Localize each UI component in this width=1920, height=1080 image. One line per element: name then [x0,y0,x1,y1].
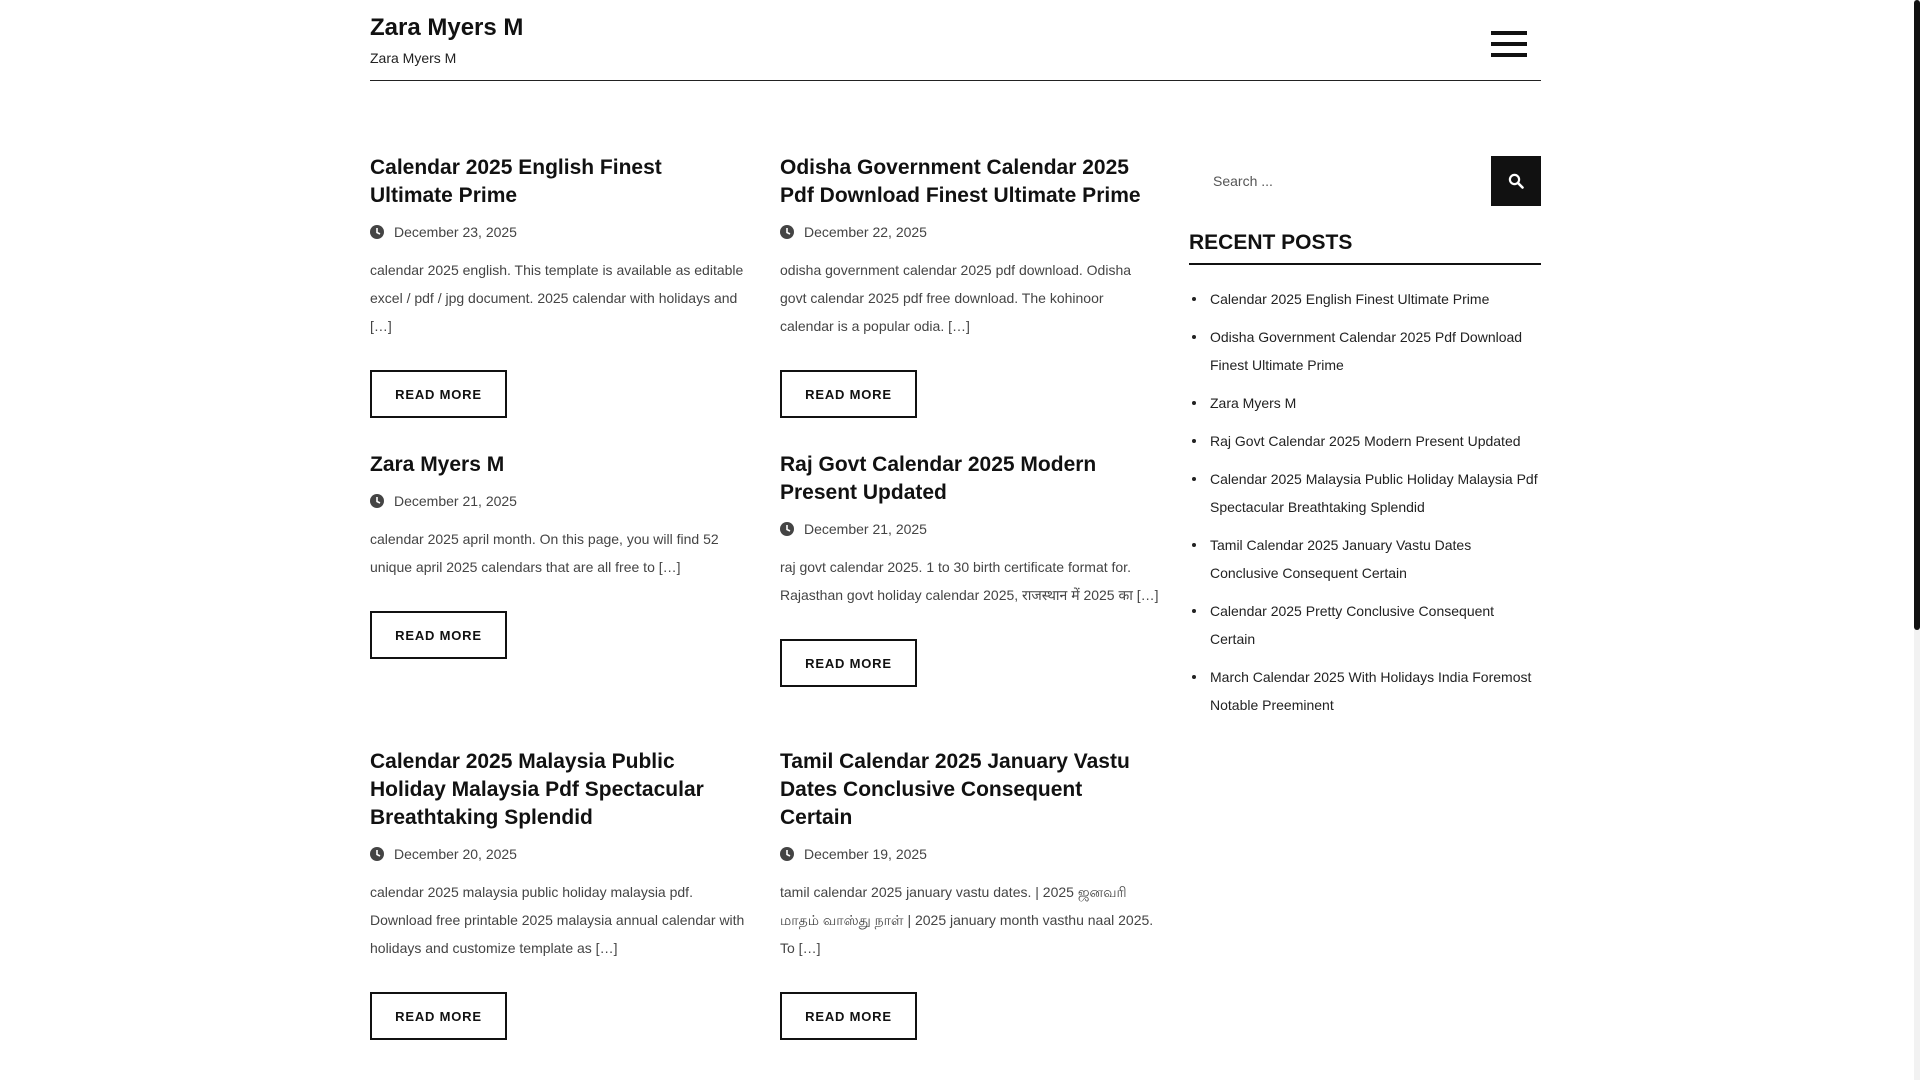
recent-post-item [1189,389,1541,417]
post-excerpt: calendar 2025 malaysia public holiday malaysia pdf. Download free printable 2025 malaysia annual calendar with holidays and customize template as […] [370,884,745,956]
read-more-button[interactable]: READ MORE [370,992,507,1040]
recent-post-item [1189,531,1541,587]
post-card [370,748,750,1040]
post-card [370,154,750,418]
recent-posts-list [1189,285,1541,729]
post-excerpt: raj govt calendar 2025. 1 to 30 birth certificate format for. Rajasthan govt holiday calendar 2025, राजस्थान में 2025 का […] [780,559,1159,603]
post-title[interactable]: Zara Myers M [370,453,505,476]
post-meta [370,491,750,511]
recent-post-item [1189,597,1541,653]
recent-post-link[interactable]: Calendar 2025 Malaysia Public Holiday Malaysia Pdf Spectacular Breathtaking Splendid [1210,471,1538,515]
header-divider [370,80,1541,81]
clock-icon [370,225,384,239]
site-description: Zara Myers M [370,50,457,66]
read-more-button[interactable]: READ MORE [370,370,507,418]
search-icon [1508,173,1524,189]
recent-post-link[interactable]: Raj Govt Calendar 2025 Modern Present Updated [1210,433,1521,449]
post-date[interactable]: December 21, 2025 [394,493,517,509]
read-more-button[interactable]: READ MORE [780,370,917,418]
menu-bar [1491,31,1527,35]
post-card [780,154,1160,418]
search-form [1189,156,1541,206]
site-title[interactable]: Zara Myers M [370,14,524,41]
search-button[interactable] [1491,156,1541,206]
post-date[interactable]: December 21, 2025 [804,521,927,537]
read-more-button[interactable]: READ MORE [780,639,917,687]
post-excerpt: odisha government calendar 2025 pdf download. Odisha govt calendar 2025 pdf free download. The kohinoor calendar is a popular odia. […] [780,262,1132,334]
post-meta [370,222,750,242]
clock-icon [780,225,794,239]
post-date[interactable]: December 19, 2025 [804,846,927,862]
recent-post-link[interactable]: Odisha Government Calendar 2025 Pdf Download Finest Ultimate Prime [1210,329,1523,373]
recent-post-item [1189,285,1541,313]
page [370,0,1541,1080]
recent-post-link[interactable]: March Calendar 2025 With Holidays India Foremost Notable Preeminent [1210,669,1532,713]
post-excerpt: calendar 2025 english. This template is available as editable excel / pdf / jpg document. 2025 calendar with holidays and […] [370,262,744,334]
post-card [780,451,1160,687]
clock-icon [370,494,384,508]
clock-icon [780,522,794,536]
recent-post-item [1189,663,1541,719]
recent-post-link[interactable]: Calendar 2025 English Finest Ultimate Prime [1210,291,1490,307]
post-excerpt: tamil calendar 2025 january vastu dates. | 2025 ஜனவரி மாதம் வாஸ்து நாள் | 2025 january month vasthu naal 2025. To […] [780,884,1154,956]
recent-post-link[interactable]: Calendar 2025 Pretty Conclusive Consequent Certain [1210,603,1495,647]
recent-post-item [1189,465,1541,521]
post-title[interactable]: Calendar 2025 English Finest Ultimate Prime [370,156,662,207]
post-card [780,748,1160,1040]
recent-posts-heading: RECENT POSTS [1189,231,1541,265]
search-input[interactable] [1189,156,1491,206]
post-title[interactable]: Odisha Government Calendar 2025 Pdf Download Finest Ultimate Prime [780,156,1141,207]
read-more-button[interactable]: READ MORE [780,992,917,1040]
post-title[interactable]: Tamil Calendar 2025 January Vastu Dates Conclusive Consequent Certain [780,750,1130,829]
recent-post-item [1189,427,1541,455]
recent-post-item [1189,323,1541,379]
post-excerpt: calendar 2025 april month. On this page, you will find 52 unique april 2025 calendars that are all free to […] [370,531,719,575]
post-meta [780,519,1160,539]
page-scrollbar[interactable] [1914,0,1920,1080]
post-card [370,451,750,659]
post-meta [780,222,1160,242]
post-meta [370,844,750,864]
post-date[interactable]: December 22, 2025 [804,224,927,240]
recent-post-link[interactable]: Tamil Calendar 2025 January Vastu Dates Conclusive Consequent Certain [1210,537,1472,581]
recent-post-link[interactable]: Zara Myers M [1210,395,1297,411]
hamburger-menu-icon[interactable] [1491,31,1527,57]
menu-bar [1491,42,1527,46]
post-meta [780,844,1160,864]
post-title[interactable]: Raj Govt Calendar 2025 Modern Present Updated [780,453,1097,504]
menu-bar [1491,53,1527,57]
scrollbar-thumb[interactable] [1914,0,1920,630]
read-more-button[interactable]: READ MORE [370,611,507,659]
post-date[interactable]: December 20, 2025 [394,846,517,862]
post-title[interactable]: Calendar 2025 Malaysia Public Holiday Malaysia Pdf Spectacular Breathtaking Splendid [370,750,704,829]
post-date[interactable]: December 23, 2025 [394,224,517,240]
clock-icon [780,847,794,861]
clock-icon [370,847,384,861]
